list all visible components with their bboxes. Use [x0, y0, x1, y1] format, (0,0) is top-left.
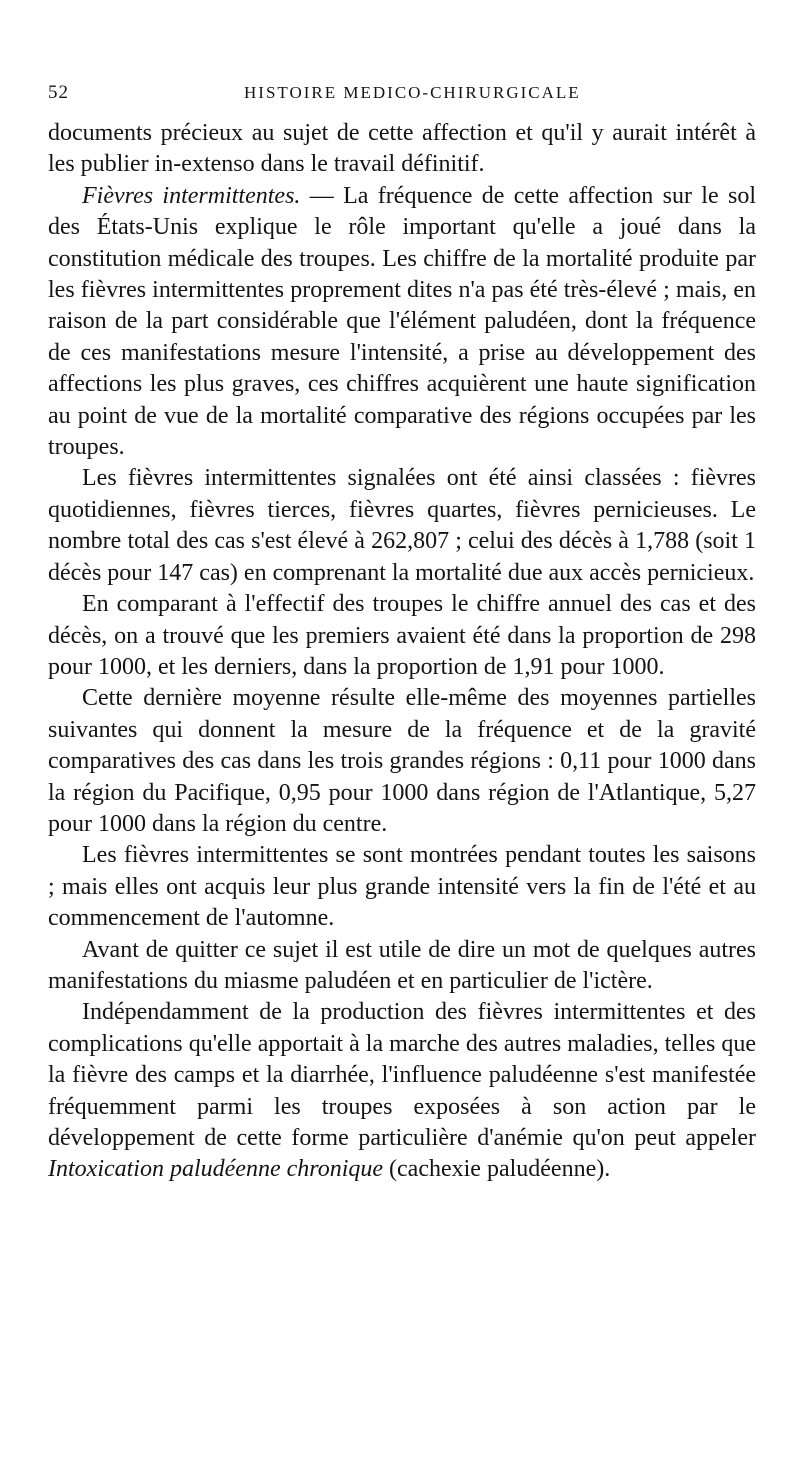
paragraph: [48, 589, 756, 683]
paragraph-text: documents précieux au sujet de cette affection et qu'il y aurait intérêt à les publier in-extenso dans le travail définitif.: [48, 120, 756, 178]
paragraph: [48, 683, 756, 840]
running-head: [48, 82, 754, 108]
paragraph: [48, 997, 756, 1185]
paragraph: [48, 935, 756, 998]
paragraph: [48, 181, 756, 464]
paragraph-text: Avant de quitter ce sujet il est utile de dire un mot de quelques autres manifestations du miasme paludéen et en particulier de l'ictère.: [48, 936, 756, 994]
paragraph-text: Les fièvres intermittentes se sont montrées pendant toutes les saisons ; mais elles ont acquis leur plus grande intensité vers la fin de l'été et au commencement de l'automne.: [48, 842, 756, 932]
paragraph: [48, 118, 756, 181]
running-title: HISTOIRE MEDICO-CHIRURGICALE: [244, 83, 581, 102]
body-text: [48, 118, 756, 1186]
paragraph-text: Cette dernière moyenne résulte elle-même des moyennes partielles suivantes qui donnent la mesure de la fréquence et de la gravité comparatives des cas dans les trois grandes régions : 0,11 pour 1000 dans la région du Pacifique, 0,95 pour 1000 dans région de l'Atlantique, 5,27 pour 1000 dans la région du centre.: [48, 685, 756, 837]
paragraph: [48, 463, 756, 589]
emphasized-term: Intoxication paludéenne chronique: [48, 1156, 384, 1183]
paragraph-text: En comparant à l'effectif des troupes le chiffre annuel des cas et des décès, on a trouvé que les premiers avaient été dans la proportion de 298 pour 1000, et les derniers, dans la proportion de 1,91 pour 1000.: [48, 591, 756, 680]
page-number: 52: [48, 82, 69, 103]
paragraph-text: (cachexie paludéenne).: [383, 1156, 611, 1183]
paragraph-text: — La fréquence de cette affection sur le sol des États-Unis explique le rôle important qu'elle a joué dans la constitution médicale des troupes. Les chiffre de la mortalité produite par les fièvres intermittentes proprement dites n'a pas été très-élevé ; mais, en raison de la part considérable que l'élément paludéen, dont la fréquence de ces manifestations mesure l'intensité, a prise au développement des affections les plus graves, ces chiffres acquièrent une haute signification au point de vue de la mortalité comparative des régions occupées par les troupes.: [48, 182, 756, 461]
paragraph-text: Les fièvres intermittentes signalées ont été ainsi classées : fièvres quotidiennes, fièvres tierces, fièvres quartes, fièvres pernicieuses. Le nombre total des cas s'est élevé à 262,807 ; celui des décès à 1,788 (soit 1 décès pour 147 cas) en comprenant la mortalité due aux accès pernicieux.: [48, 465, 756, 586]
paragraph: [48, 840, 756, 934]
section-heading: Fièvres intermittentes.: [82, 182, 301, 209]
paragraph-text: Indépendamment de la production des fièvres intermittentes et des complications qu'elle apportait à la marche des autres maladies, telles que la fièvre des camps et la diarrhée, l'influence paludéenne s'est manifestée fréquemment parmi les troupes exposées à son action par le développement de cette forme particulière d'anémie qu'on peut appeler: [48, 999, 756, 1151]
